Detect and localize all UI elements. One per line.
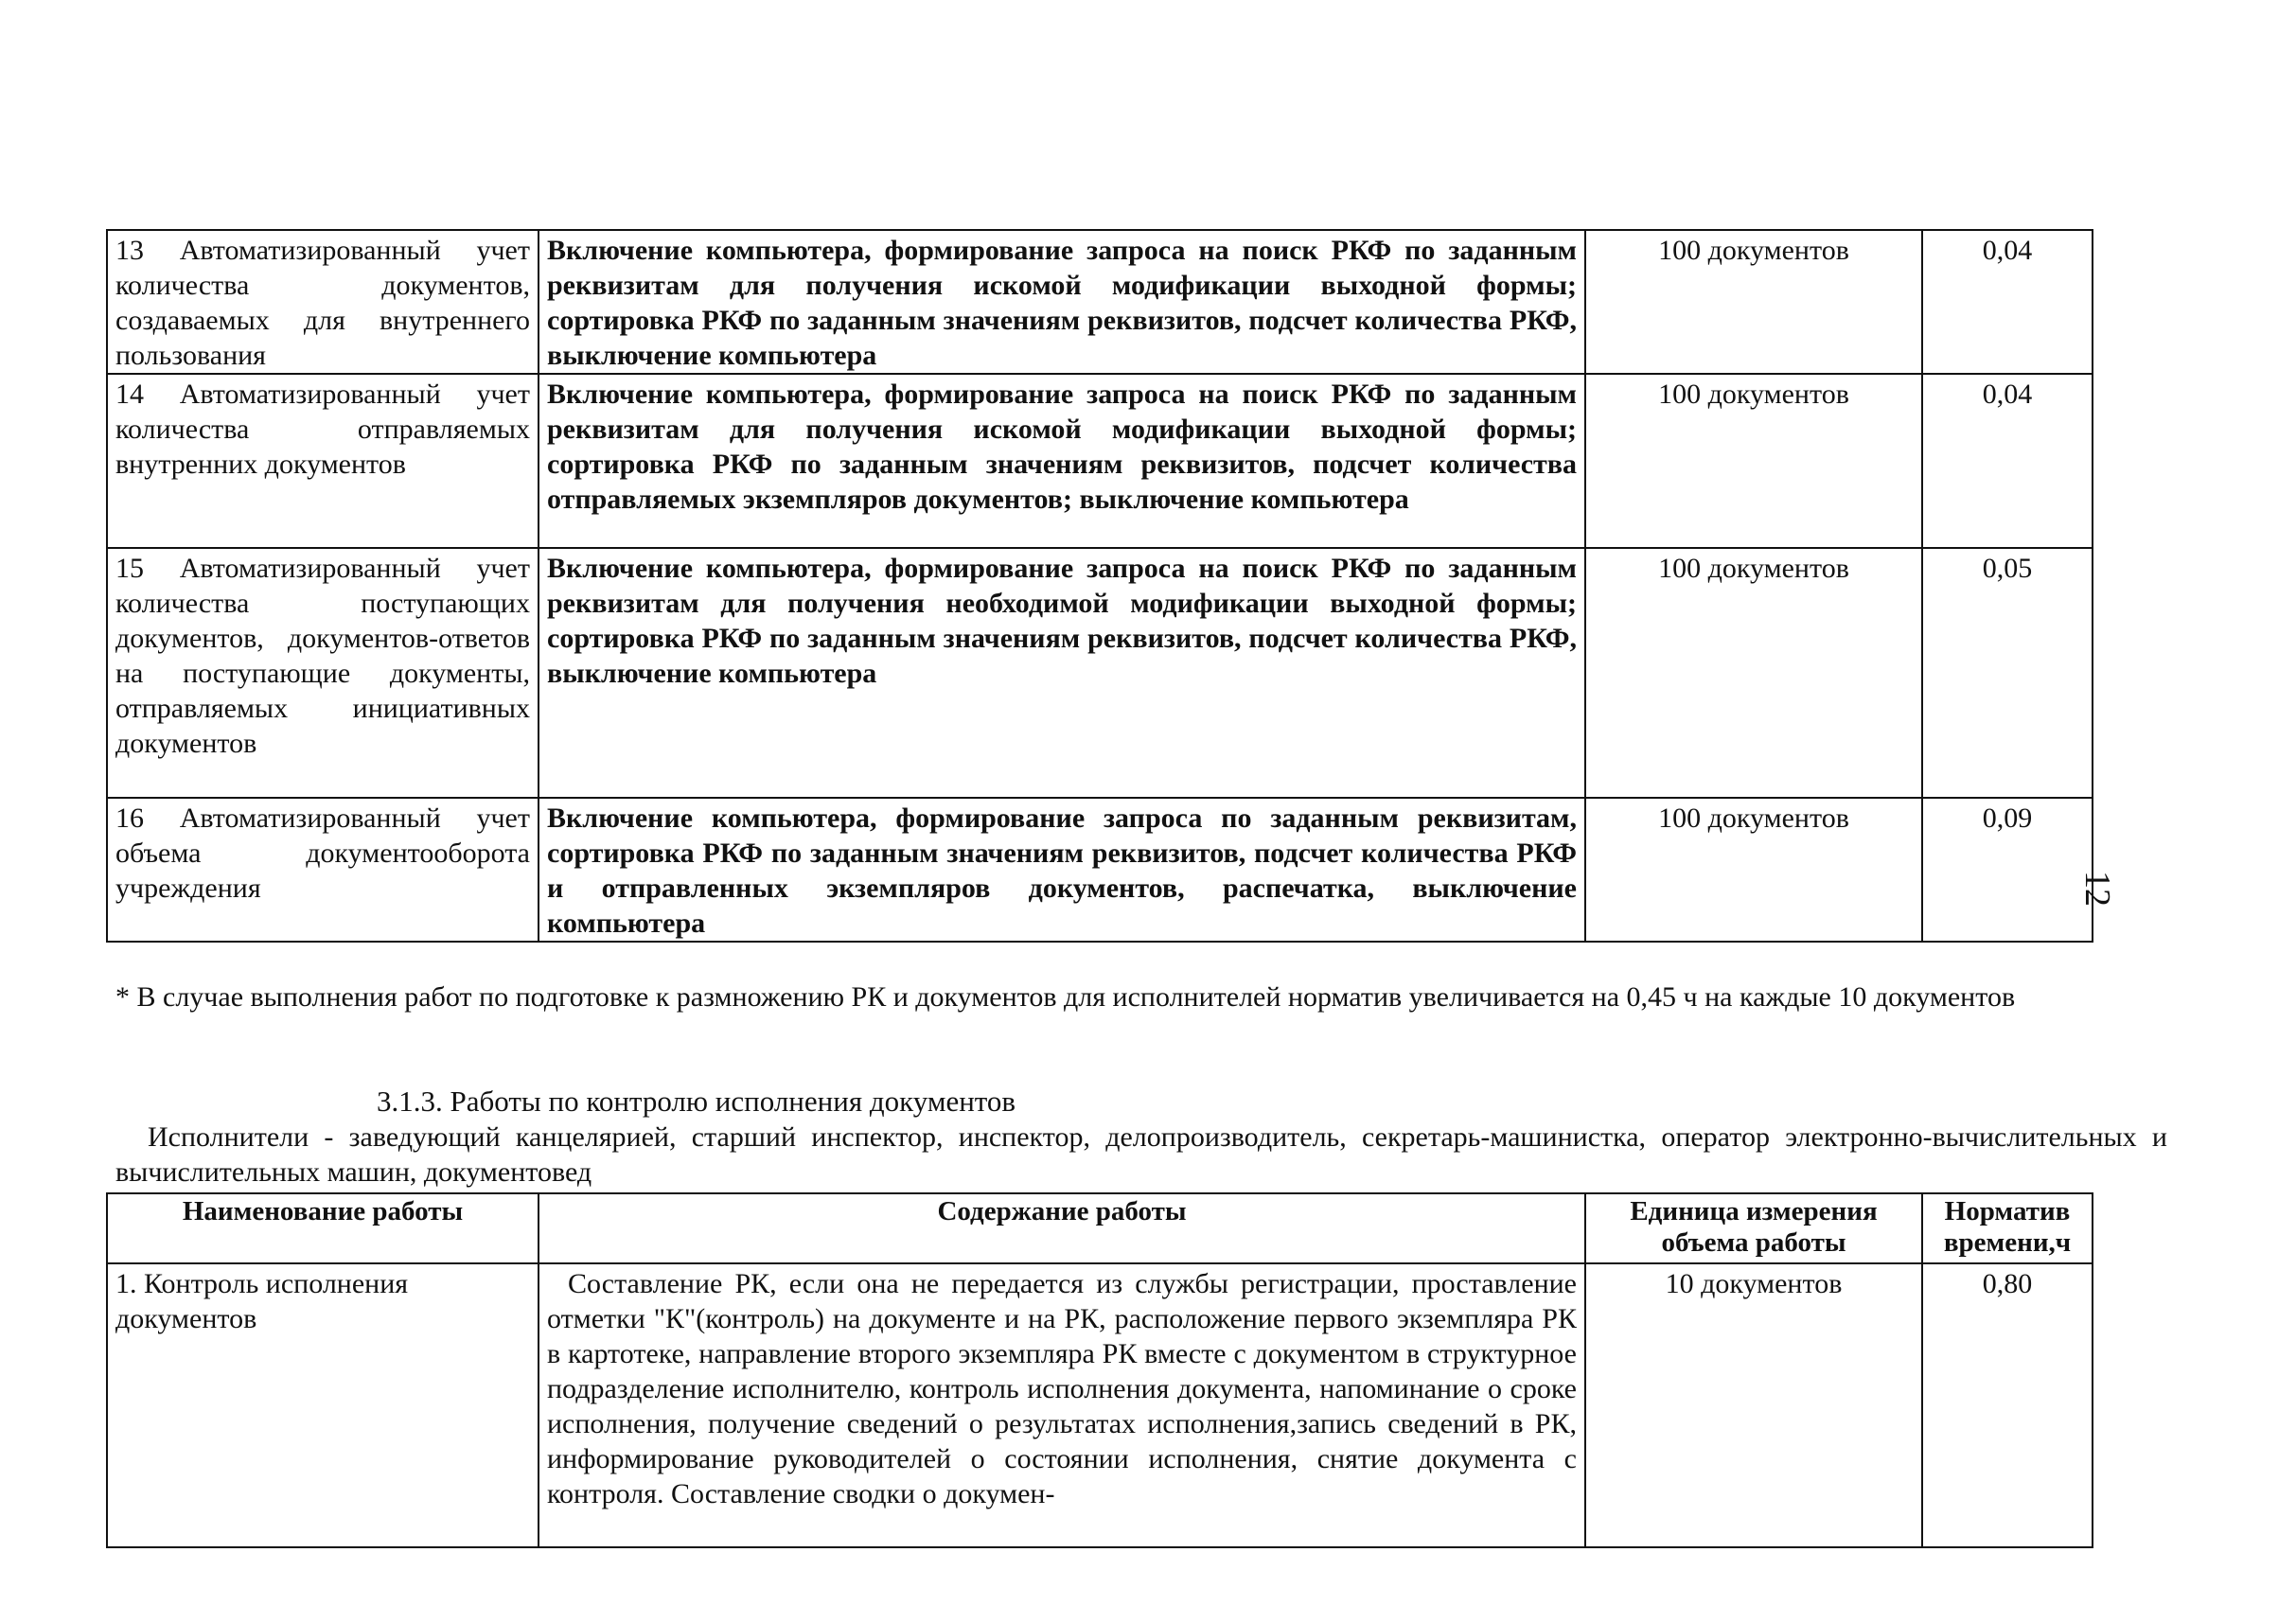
table-row [107, 230, 2093, 374]
work-name-cell: 14 Автоматизированный учет количества отправляемых внутренних документов [107, 374, 539, 548]
work-content-cell: Включение компьютера, формирование запроса на поиск РКФ по заданным реквизитам для получения необходимой модификации выходной формы; сортировка РКФ по заданным значениям реквизитов, подсчет количества РКФ, выключение компьютера [539, 548, 1585, 798]
header-work-content: Содержание работы [539, 1193, 1585, 1263]
executors-text: Исполнители - заведующий канцелярией, старший инспектор, инспектор, делопроизводитель, секретарь-машинистка, оператор электронно-вычислительных и вычислительных машин, документовед [115, 1121, 2167, 1188]
table-row [107, 374, 2093, 548]
table-row [107, 798, 2093, 942]
work-content-cell: Составление РК, если она не передается из службы регистрации, проставление отметки "К"(контроль) на документе и на РК, расположение первого экземпляра РК в картотеке, направление второго экземпляра РК вместе с документом в структурное подразделение исполнителю, контроль исполнения документа, напоминание о сроке исполнения, получение сведений о результатах исполнения,запись сведений в РК, информирование руководителей о состоянии исполнения, снятие документа с контроля. Составление сводки о докумен- [539, 1263, 1585, 1547]
table-row [107, 1263, 2093, 1547]
page-number: 12 [2077, 871, 2117, 907]
norm-cell: 0,04 [1922, 230, 2093, 374]
unit-cell: 100 документов [1585, 374, 1922, 548]
norms-table-top [106, 229, 2093, 943]
work-name-cell: 16 Автоматизированный учет объема документооборота учреждения [107, 798, 539, 942]
table-header-row [107, 1193, 2093, 1263]
footnote: * В случае выполнения работ по подготовке к размножению РК и документов для исполнителей норматив увеличивается на 0,45 ч на каждые 10 документов [115, 981, 2016, 1013]
section-title: 3.1.3. Работы по контролю исполнения документов [377, 1085, 1016, 1118]
work-name-cell: 1. Контроль исполнения документов [107, 1263, 539, 1547]
unit-cell: 100 документов [1585, 798, 1922, 942]
header-norm: Норматив времени,ч [1922, 1193, 2093, 1263]
unit-cell: 100 документов [1585, 548, 1922, 798]
unit-cell: 100 документов [1585, 230, 1922, 374]
norms-table-bottom [106, 1192, 2093, 1548]
unit-cell: 10 документов [1585, 1263, 1922, 1547]
norm-cell: 0,05 [1922, 548, 2093, 798]
norm-cell: 0,04 [1922, 374, 2093, 548]
header-unit: Единица измерения объема работы [1585, 1193, 1922, 1263]
work-name-cell: 15 Автоматизированный учет количества поступающих документов, документов-ответов на поступающие документы, отправляемых инициативных документов [107, 548, 539, 798]
work-content-cell: Включение компьютера, формирование запроса на поиск РКФ по заданным реквизитам для получения искомой модификации выходной формы; сортировка РКФ по заданным значениям реквизитов, подсчет количества РКФ, выключение компьютера [539, 230, 1585, 374]
header-work-name: Наименование работы [107, 1193, 539, 1263]
work-content-cell: Включение компьютера, формирование запроса на поиск РКФ по заданным реквизитам для получения искомой модификации выходной формы; сортировка РКФ по заданным значениям реквизитов, подсчет количества отправляемых экземпляров документов; выключение компьютера [539, 374, 1585, 548]
work-name-cell: 13 Автоматизированный учет количества документов, создаваемых для внутреннего пользования [107, 230, 539, 374]
table-row [107, 548, 2093, 798]
norm-cell: 0,09 [1922, 798, 2093, 942]
norm-cell: 0,80 [1922, 1263, 2093, 1547]
work-content-cell: Включение компьютера, формирование запроса по заданным реквизитам, сортировка РКФ по заданным значениям реквизитов, подсчет количества РКФ и отправленных экземпляров документов, распечатка, выключение компьютера [539, 798, 1585, 942]
